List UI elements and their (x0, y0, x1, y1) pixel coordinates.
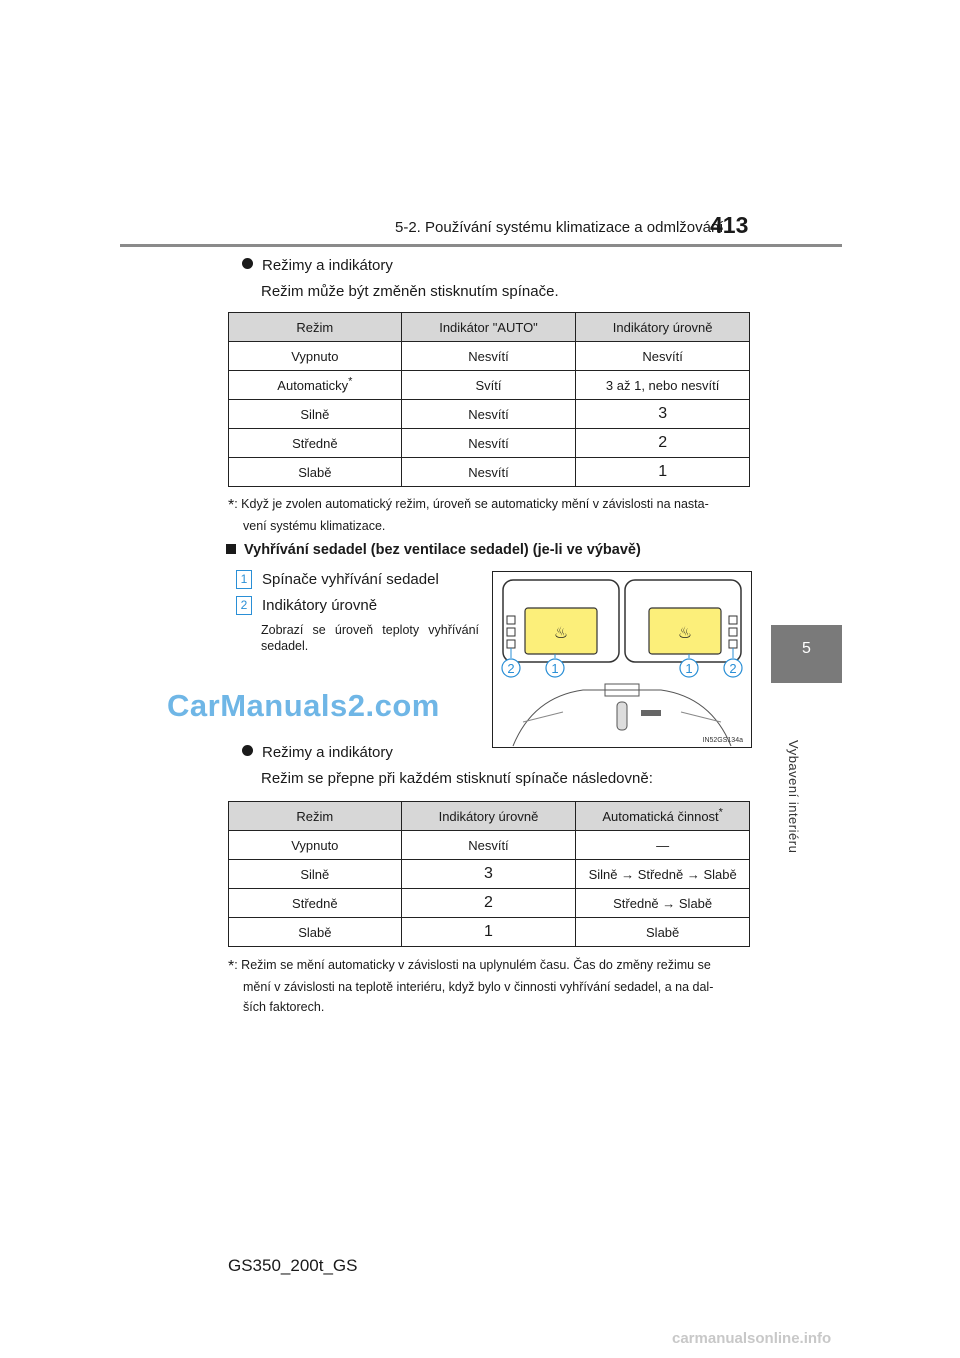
table-header-row (229, 802, 750, 831)
figure-callout: 1 (685, 661, 693, 676)
callout-2-description: Zobrazí se úroveň teploty vyhřívání sedadel. (261, 623, 479, 653)
svg-text:♨: ♨ (677, 623, 693, 642)
table-cell: Silně → Středně → Slabě (576, 860, 750, 889)
table-cell: Silně (229, 860, 402, 889)
table-cell: 1 (401, 918, 576, 947)
table1-footnote: *: Když je zvolen automatický režim, úroveň se automaticky mění v závislosti na nasta- vení systému klimatizace. (228, 497, 709, 533)
table-row (229, 458, 750, 487)
modes-table-1 (228, 312, 750, 487)
figure-callout: 2 (507, 661, 515, 676)
left-level-indicators (507, 616, 515, 648)
table-row (229, 400, 750, 429)
table-cell: 2 (576, 429, 750, 458)
section-heading: Vyhřívání sedadel (bez ventilace sedadel) (je-li ve výbavě) (226, 542, 641, 558)
table-header-cell: Režim (229, 313, 402, 342)
table-row (229, 918, 750, 947)
table-cell: Nesvítí (401, 831, 576, 860)
header-rule (120, 244, 842, 247)
table-cell: Automaticky* (229, 371, 402, 400)
table-cell: Středně (229, 429, 402, 458)
bullet-modes-2: Režimy a indikátory (242, 744, 393, 761)
table-cell: Vypnuto (229, 342, 402, 371)
table-cell: Svítí (401, 371, 576, 400)
table-cell: 2 (401, 889, 576, 918)
table-cell: 1 (576, 458, 750, 487)
table-cell: Nesvítí (401, 458, 576, 487)
dashboard-drawing (493, 572, 751, 747)
callout-item-2: 2 Indikátory úrovně (236, 596, 377, 615)
callout-item-1: 1 Spínače vyhřívání sedadel (236, 570, 439, 589)
footnote-mark: * (348, 375, 353, 388)
figure-callout: 2 (729, 661, 737, 676)
table-cell: — (576, 831, 750, 860)
table-row (229, 889, 750, 918)
table-cell: Slabě (229, 458, 402, 487)
table-cell: Nesvítí (576, 342, 750, 371)
table-cell: Slabě (229, 918, 402, 947)
table-header-cell: Indikátor "AUTO" (401, 313, 576, 342)
block2-text: Režim se přepne při každém stisknutí spínače následovně: (261, 770, 653, 787)
table-cell: Nesvítí (401, 342, 576, 371)
table-row (229, 371, 750, 400)
table-header-cell: Režim (229, 802, 402, 831)
table-header-row (229, 313, 750, 342)
table2-footnote: *: Režim se mění automaticky v závislosti na uplynulém času. Čas do změny režimu se mění v závislosti na teplotě interiéru, když bylo v činnosti vyhřívání sedadel, a na dal- ších faktorech. (228, 958, 714, 1014)
bullet-dot-icon (242, 258, 253, 269)
table-row (229, 429, 750, 458)
table-cell: Nesvítí (401, 400, 576, 429)
table-cell: Slabě (576, 918, 750, 947)
table-row (229, 831, 750, 860)
table-cell: 3 (401, 860, 576, 889)
table-cell: Středně (229, 889, 402, 918)
table-header-cell: Automatická činnost* (576, 802, 750, 831)
footer-site-watermark: carmanualsonline.info (672, 1330, 832, 1347)
callout-number: 1 (236, 570, 252, 589)
bullet-modes-1: Režimy a indikátory (242, 257, 393, 274)
page-number: 413 (710, 212, 749, 238)
square-bullet-icon (226, 544, 236, 554)
table-cell: Silně (229, 400, 402, 429)
chapter-label: Vybavení interiéru (786, 740, 801, 854)
table-cell: Nesvítí (401, 429, 576, 458)
chapter-number: 5 (802, 640, 811, 657)
bullet-dot-icon (242, 745, 253, 756)
footnote-mark: * (718, 806, 723, 819)
figure-callout: 1 (551, 661, 559, 676)
svg-text:♨: ♨ (553, 623, 569, 642)
table-header-cell: Indikátory úrovně (576, 313, 750, 342)
seat-heater-illustration (492, 571, 752, 748)
footer-model-code: GS350_200t_GS (228, 1256, 358, 1275)
table-cell: 3 až 1, nebo nesvítí (576, 371, 750, 400)
callout-number: 2 (236, 596, 252, 615)
table-cell: Vypnuto (229, 831, 402, 860)
table-header-cell: Indikátory úrovně (401, 802, 576, 831)
table-cell: 3 (576, 400, 750, 429)
figure-code: IN52GS134a (702, 737, 743, 744)
header-section-title: 5-2. Používání systému klimatizace a odmlžování (395, 219, 724, 236)
block1-text: Režim může být změněn stisknutím spínače. (261, 283, 559, 300)
watermark-logo: CarManuals2.com (167, 688, 440, 723)
table-cell: Středně → Slabě (576, 889, 750, 918)
table-row (229, 860, 750, 889)
table-row (229, 342, 750, 371)
modes-table-2 (228, 801, 750, 947)
right-level-indicators (729, 616, 737, 648)
